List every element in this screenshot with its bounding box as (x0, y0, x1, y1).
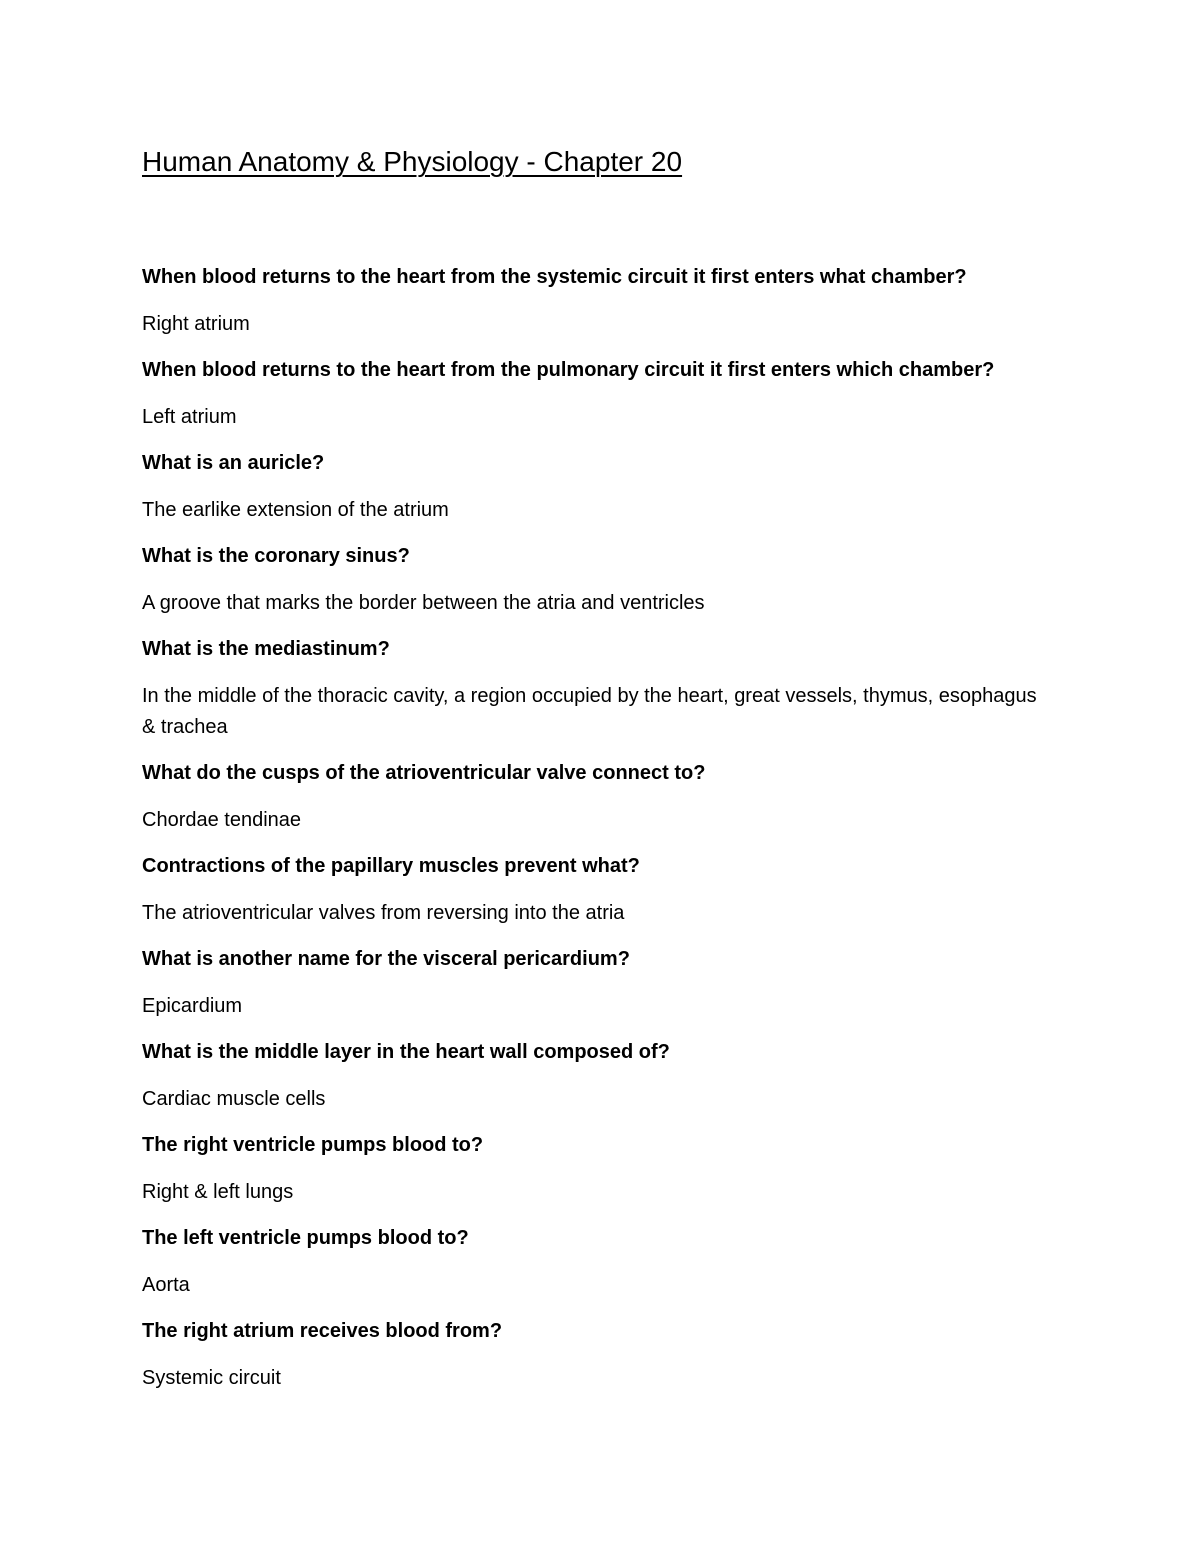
qa-list (142, 262, 1042, 1409)
question-text: What is another name for the visceral pericardium? (142, 948, 630, 970)
question-text: What is the mediastinum? (142, 638, 390, 660)
question-text: When blood returns to the heart from the systemic circuit it first enters what chamber? (142, 266, 967, 288)
question-text: The left ventricle pumps blood to? (142, 1227, 469, 1249)
question-text: Contractions of the papillary muscles prevent what? (142, 855, 640, 877)
qa-item (142, 851, 1042, 944)
answer-text: The earlike extension of the atrium (142, 498, 449, 521)
qa-item (142, 758, 1042, 851)
answer-text: Chordae tendinae (142, 808, 302, 831)
question-text: What is an auricle? (142, 452, 325, 474)
question-text: What is the coronary sinus? (142, 545, 410, 567)
qa-item (142, 944, 1042, 1037)
answer-text: Left atrium (142, 405, 237, 428)
qa-item (142, 262, 1042, 355)
answer-text: A groove that marks the border between the atria and ventricles (142, 591, 705, 614)
document-title: Human Anatomy & Physiology - Chapter 20 (142, 146, 683, 177)
question-text: What is the middle layer in the heart wall composed of? (142, 1041, 670, 1063)
question-text: The right atrium receives blood from? (142, 1320, 503, 1342)
answer-text: The atrioventricular valves from reversing into the atria (142, 901, 625, 924)
answer-text: Aorta (142, 1273, 190, 1296)
qa-item (142, 634, 1042, 758)
qa-item (142, 448, 1042, 541)
question-text: When blood returns to the heart from the pulmonary circuit it first enters which chamber? (142, 359, 995, 381)
answer-text: In the middle of the thoracic cavity, a region occupied by the heart, great vessels, thymus, esophagus & trachea (142, 684, 1037, 738)
answer-text: Systemic circuit (142, 1366, 281, 1389)
answer-text: Right & left lungs (142, 1180, 294, 1203)
answer-text: Cardiac muscle cells (142, 1087, 326, 1110)
question-text: The right ventricle pumps blood to? (142, 1134, 484, 1156)
answer-text: Epicardium (142, 994, 243, 1017)
qa-item (142, 1223, 1042, 1316)
qa-item (142, 1130, 1042, 1223)
qa-item (142, 1316, 1042, 1409)
answer-text: Right atrium (142, 312, 250, 335)
qa-item (142, 541, 1042, 634)
question-text: What do the cusps of the atrioventricular valve connect to? (142, 762, 706, 784)
qa-item (142, 1037, 1042, 1130)
qa-item (142, 355, 1042, 448)
